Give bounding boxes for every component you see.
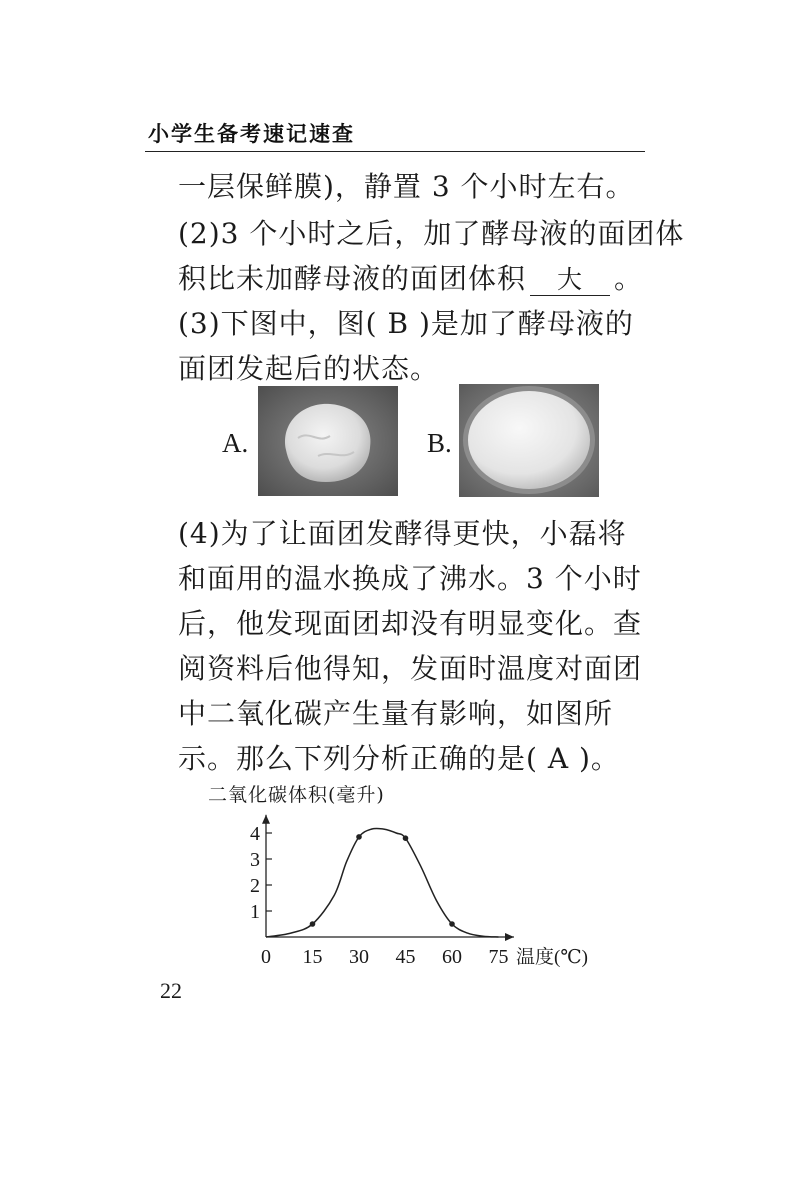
question-2-text: 积比未加酵母液的面团体积: [178, 262, 527, 295]
text-line-10: 中二氧化碳产生量有影响，如图所: [178, 697, 614, 730]
y-tick-label: 1: [250, 901, 260, 923]
running-header: 小学生备考速记速查: [148, 122, 355, 146]
co2-curve: [266, 828, 499, 937]
x-tick-label: 0: [261, 946, 271, 968]
x-axis-arrow: [505, 933, 514, 941]
text-line-5: 面团发起后的状态。: [178, 352, 440, 385]
text-line-3: [178, 257, 643, 297]
page-number: 22: [160, 978, 182, 1003]
text-line-7: 和面用的温水换成了沸水。3 个小时: [178, 562, 642, 595]
text-line-1: 一层保鲜膜)，静置 3 个小时左右。: [178, 170, 635, 203]
dough-photo-b: [459, 384, 599, 497]
data-point: [403, 835, 409, 841]
y-axis-arrow: [262, 815, 270, 824]
data-point: [449, 921, 455, 927]
x-tick-label: 60: [442, 946, 462, 968]
dough-photo-a: [258, 386, 398, 496]
data-point: [356, 834, 362, 840]
x-tick-label: 75: [488, 946, 509, 968]
x-tick-label: 45: [395, 946, 416, 968]
y-tick-label: 4: [250, 823, 260, 845]
y-tick-label: 2: [250, 875, 260, 897]
header-rule: [145, 151, 645, 152]
text-line-11: 示。那么下列分析正确的是( A )。: [178, 742, 620, 775]
chart-ylabel: 二氧化碳体积(毫升): [208, 784, 385, 806]
option-b-label: B.: [427, 428, 452, 458]
x-tick-label: 15: [302, 946, 323, 968]
text-line-8: 后，他发现面团却没有明显变化。查: [178, 607, 643, 640]
option-a-label: A.: [222, 428, 249, 458]
text-line-4: (3)下图中，图( B )是加了酵母液的: [178, 307, 634, 340]
y-tick-label: 3: [250, 849, 260, 871]
x-tick-label: 30: [349, 946, 369, 968]
co2-temperature-chart: [240, 800, 660, 990]
text-line-6: (4)为了让面团发酵得更快，小磊将: [178, 517, 627, 550]
text-line-2: (2)3 个小时之后，加了酵母液的面团体: [178, 217, 685, 250]
x-axis-label: 温度(℃): [516, 947, 588, 968]
data-point: [310, 921, 316, 927]
question-2-end: 。: [614, 262, 644, 295]
answer-blank: 大: [530, 265, 610, 296]
text-line-9: 阅资料后他得知，发面时温度对面团: [178, 652, 643, 685]
